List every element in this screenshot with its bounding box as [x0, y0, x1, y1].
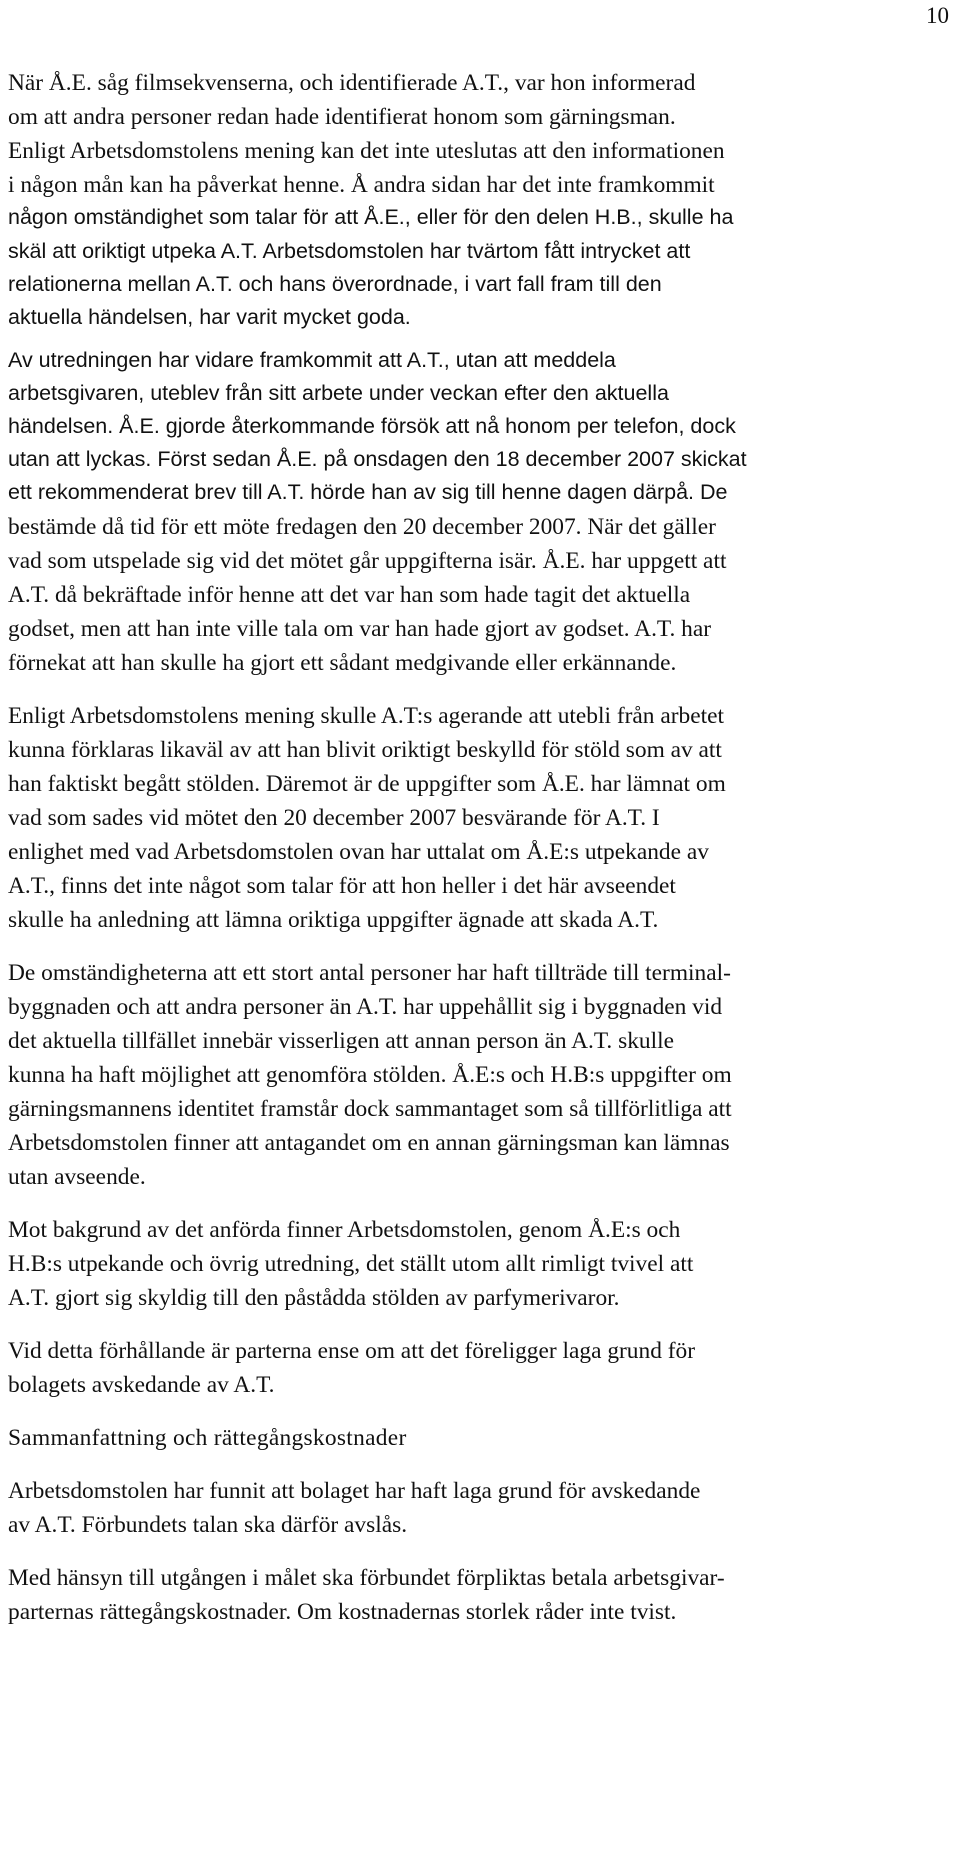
text-line: aktuella händelsen, har varit mycket goda. [8, 305, 411, 329]
text-line: H.B:s utpekande och övrig utredning, det ställt utom allt rimligt tvivel att [8, 1251, 694, 1277]
text-line: utan avseende. [8, 1164, 146, 1190]
text-line: ett rekommenderat brev till A.T. hörde han av sig till henne dagen därpå. De [8, 480, 728, 504]
text-line: om att andra personer redan hade identifierat honom som gärningsman. [8, 104, 676, 130]
text-line: byggnaden och att andra personer än A.T. har uppehållit sig i byggnaden vid [8, 994, 723, 1020]
text-line: kunna förklaras likaväl av att han blivit oriktigt beskylld för stöld som av att [8, 737, 722, 763]
text-line: parternas rättegångskostnader. Om kostnadernas storlek råder inte tvist. [8, 1599, 677, 1625]
text-line: De omständigheterna att ett stort antal personer har haft tillträde till terminal- [8, 960, 731, 986]
text-line: vad som utspelade sig vid det mötet går uppgifterna isär. Å.E. har uppgett att [8, 548, 727, 574]
text-line: av A.T. Förbundets talan ska därför avslås. [8, 1512, 408, 1538]
text-line: bestämde då tid för ett möte fredagen den 20 december 2007. När det gäller [8, 514, 716, 540]
text-line: Vid detta förhållande är parterna ense om att det föreligger laga grund för [8, 1338, 696, 1364]
text-line: Med hänsyn till utgången i målet ska förbundet förpliktas betala arbetsgivar- [8, 1565, 725, 1591]
text-line: händelsen. Å.E. gjorde återkommande försök att nå honom per telefon, dock [8, 414, 736, 438]
section-heading: Sammanfattning och rättegångskostnader [8, 1425, 407, 1451]
text-line: A.T. gjort sig skyldig till den påstådda stölden av parfymerivaror. [8, 1285, 620, 1311]
text-line: i någon mån kan ha påverkat henne. Å andra sidan har det inte framkommit [8, 172, 715, 198]
text-line: förnekat att han skulle ha gjort ett sådant medgivande eller erkännande. [8, 650, 677, 676]
text-line: någon omständighet som talar för att Å.E., eller för den delen H.B., skulle ha [8, 205, 734, 229]
text-line: skulle ha anledning att lämna oriktiga uppgifter ägnade att skada A.T. [8, 907, 659, 933]
text-line: godset, men att han inte ville tala om var han hade gjort av godset. A.T. har [8, 616, 712, 642]
text-line: gärningsmannens identitet framstår dock sammantaget som så tillförlitliga att [8, 1096, 732, 1122]
text-line: han faktiskt begått stölden. Däremot är de uppgifter som Å.E. har lämnat om [8, 771, 726, 797]
text-line: arbetsgivaren, uteblev från sitt arbete under veckan efter den aktuella [8, 381, 669, 405]
text-line: relationerna mellan A.T. och hans överordnade, i vart fall fram till den [8, 272, 662, 296]
text-line: Mot bakgrund av det anförda finner Arbetsdomstolen, genom Å.E:s och [8, 1217, 681, 1243]
text-line: Arbetsdomstolen har funnit att bolaget har haft laga grund för avskedande [8, 1478, 701, 1504]
text-line: A.T., finns det inte något som talar för att hon heller i det här avseendet [8, 873, 676, 899]
text-line: kunna ha haft möjlighet att genomföra stölden. Å.E:s och H.B:s uppgifter om [8, 1062, 732, 1088]
text-line: Enligt Arbetsdomstolens mening skulle A.T:s agerande att utebli från arbetet [8, 703, 724, 729]
text-line: Av utredningen har vidare framkommit att A.T., utan att meddela [8, 348, 616, 372]
text-line: vad som sades vid mötet den 20 december 2007 besvärande för A.T. I [8, 805, 660, 831]
text-line: bolagets avskedande av A.T. [8, 1372, 275, 1398]
text-line: A.T. då bekräftade inför henne att det var han som hade tagit det aktuella [8, 582, 691, 608]
text-line: det aktuella tillfället innebär visserligen att annan person än A.T. skulle [8, 1028, 674, 1054]
text-line: Arbetsdomstolen finner att antagandet om en annan gärningsman kan lämnas [8, 1130, 730, 1156]
text-line: utan att lyckas. Först sedan Å.E. på onsdagen den 18 december 2007 skickat [8, 447, 747, 471]
text-line: Enligt Arbetsdomstolens mening kan det inte uteslutas att den informationen [8, 138, 725, 164]
page-number: 10 [926, 3, 949, 28]
text-line: skäl att oriktigt utpeka A.T. Arbetsdomstolen har tvärtom fått intrycket att [8, 239, 691, 263]
text-line: enlighet med vad Arbetsdomstolen ovan har uttalat om Å.E:s utpekande av [8, 839, 709, 865]
text-line: När Å.E. såg filmsekvenserna, och identifierade A.T., var hon informerad [8, 70, 696, 96]
